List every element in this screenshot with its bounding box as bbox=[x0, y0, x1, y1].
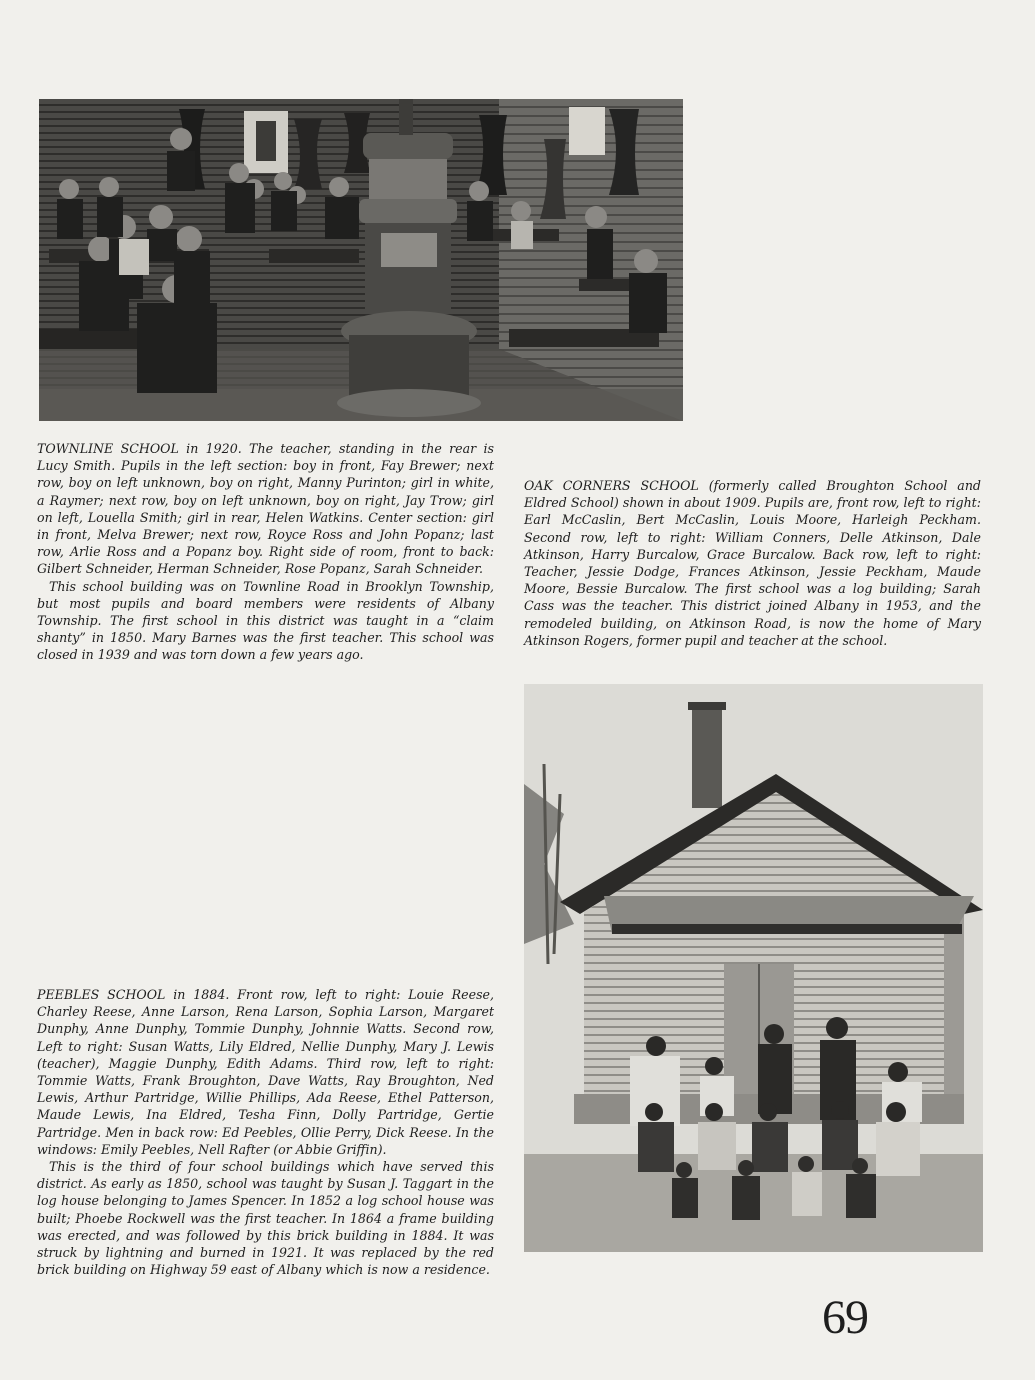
oak-corners-school-caption bbox=[524, 477, 981, 649]
peebles-school-caption bbox=[37, 986, 494, 1278]
page-number: 69 bbox=[822, 1291, 868, 1344]
townline-school-photo bbox=[39, 99, 683, 421]
townline-caption-text: TOWNLINE SCHOOL in 1920. The teacher, standing in the rear is Lucy Smith. Pupils in the left section: boy in front, Fay Brewer; next row, boy on left unknown, boy on right, Manny Purinton; girl in white, a Raymer; next row, boy on left unknown, boy on right, Jay Trow; girl on left, Louella Smith; girl in rear, Helen Watkins. Center section: girl in front, Melva Brewer; next row, Royce Ross and John Popanz; last row, Arlie Ross and a Popanz boy. Right side of room, front to back: Gilbert Schneider, Herman Schneider, Rose Popanz, Sarah Schneider. bbox=[37, 441, 494, 577]
townline-history-text: This school building was on Townline Road in Brooklyn Township, but most pupils and board members were residents of Albany Township. The first school in this district was taught in a “claim shanty” in 1850. Mary Barnes was the first teacher. This school was closed in 1939 and was torn down a few years ago. bbox=[37, 578, 494, 663]
oak-corners-caption-text: OAK CORNERS SCHOOL (formerly called Broughton School and Eldred School) shown in about 1909. Pupils are, front row, left to right: Earl McCaslin, Bert McCaslin, Louis Moore, Harleigh Peckham. Second row, left to right: William Conners, Delle Atkinson, Dale Atkinson, Harry Burcalow, Grace Burcalow. Back row, left to right: Teacher, Jessie Dodge, Frances Atkinson, Jessie Peckham, Maude Moore, Bessie Burcalow. The first school was a log building; Sarah Cass was the teacher. This district joined Albany in 1953, and the remodeled building, on Atkinson Road, is now the home of Mary Atkinson Rogers, former pupil and teacher at the school. bbox=[524, 478, 981, 648]
townline-school-caption bbox=[37, 440, 494, 664]
peebles-school-photo bbox=[524, 684, 983, 1252]
peebles-history-text: This is the third of four school buildings which have served this district. As early as 1850, school was taught by Susan J. Taggart in the log house belonging to James Spencer. In 1852 a log school house was built; Phoebe Rockwell was the first teacher. In 1864 a frame building was erected, and was followed by this brick building in 1884. It was struck by lightning and burned in 1921. It was replaced by the red brick building on Highway 59 east of Albany which is now a residence. bbox=[37, 1159, 494, 1278]
peebles-caption-text: PEEBLES SCHOOL in 1884. Front row, left to right: Louie Reese, Charley Reese, Anne Larson, Rena Larson, Sophia Larson, Margaret Dunphy, Anne Dunphy, Tommie Dunphy, Johnnie Watts. Second row, Left to right: Susan Watts, Lily Eldred, Nellie Dunphy, Mary J. Lewis (teacher), Maggie Dunphy, Edith Adams. Third row, left to right: Tommie Watts, Frank Broughton, Dave Watts, Ray Broughton, Ned Lewis, Arthur Partridge, Willie Phillips, Ada Reese, Ethel Patterson, Maude Lewis, Ina Eldred, Tesha Finn, Dolly Partridge, Gertie Partridge. Men in back row: Ed Peebles, Ollie Perry, Dick Reese. In the windows: Emily Peebles, Nell Rafter (or Abbie Griffin). bbox=[37, 987, 494, 1157]
